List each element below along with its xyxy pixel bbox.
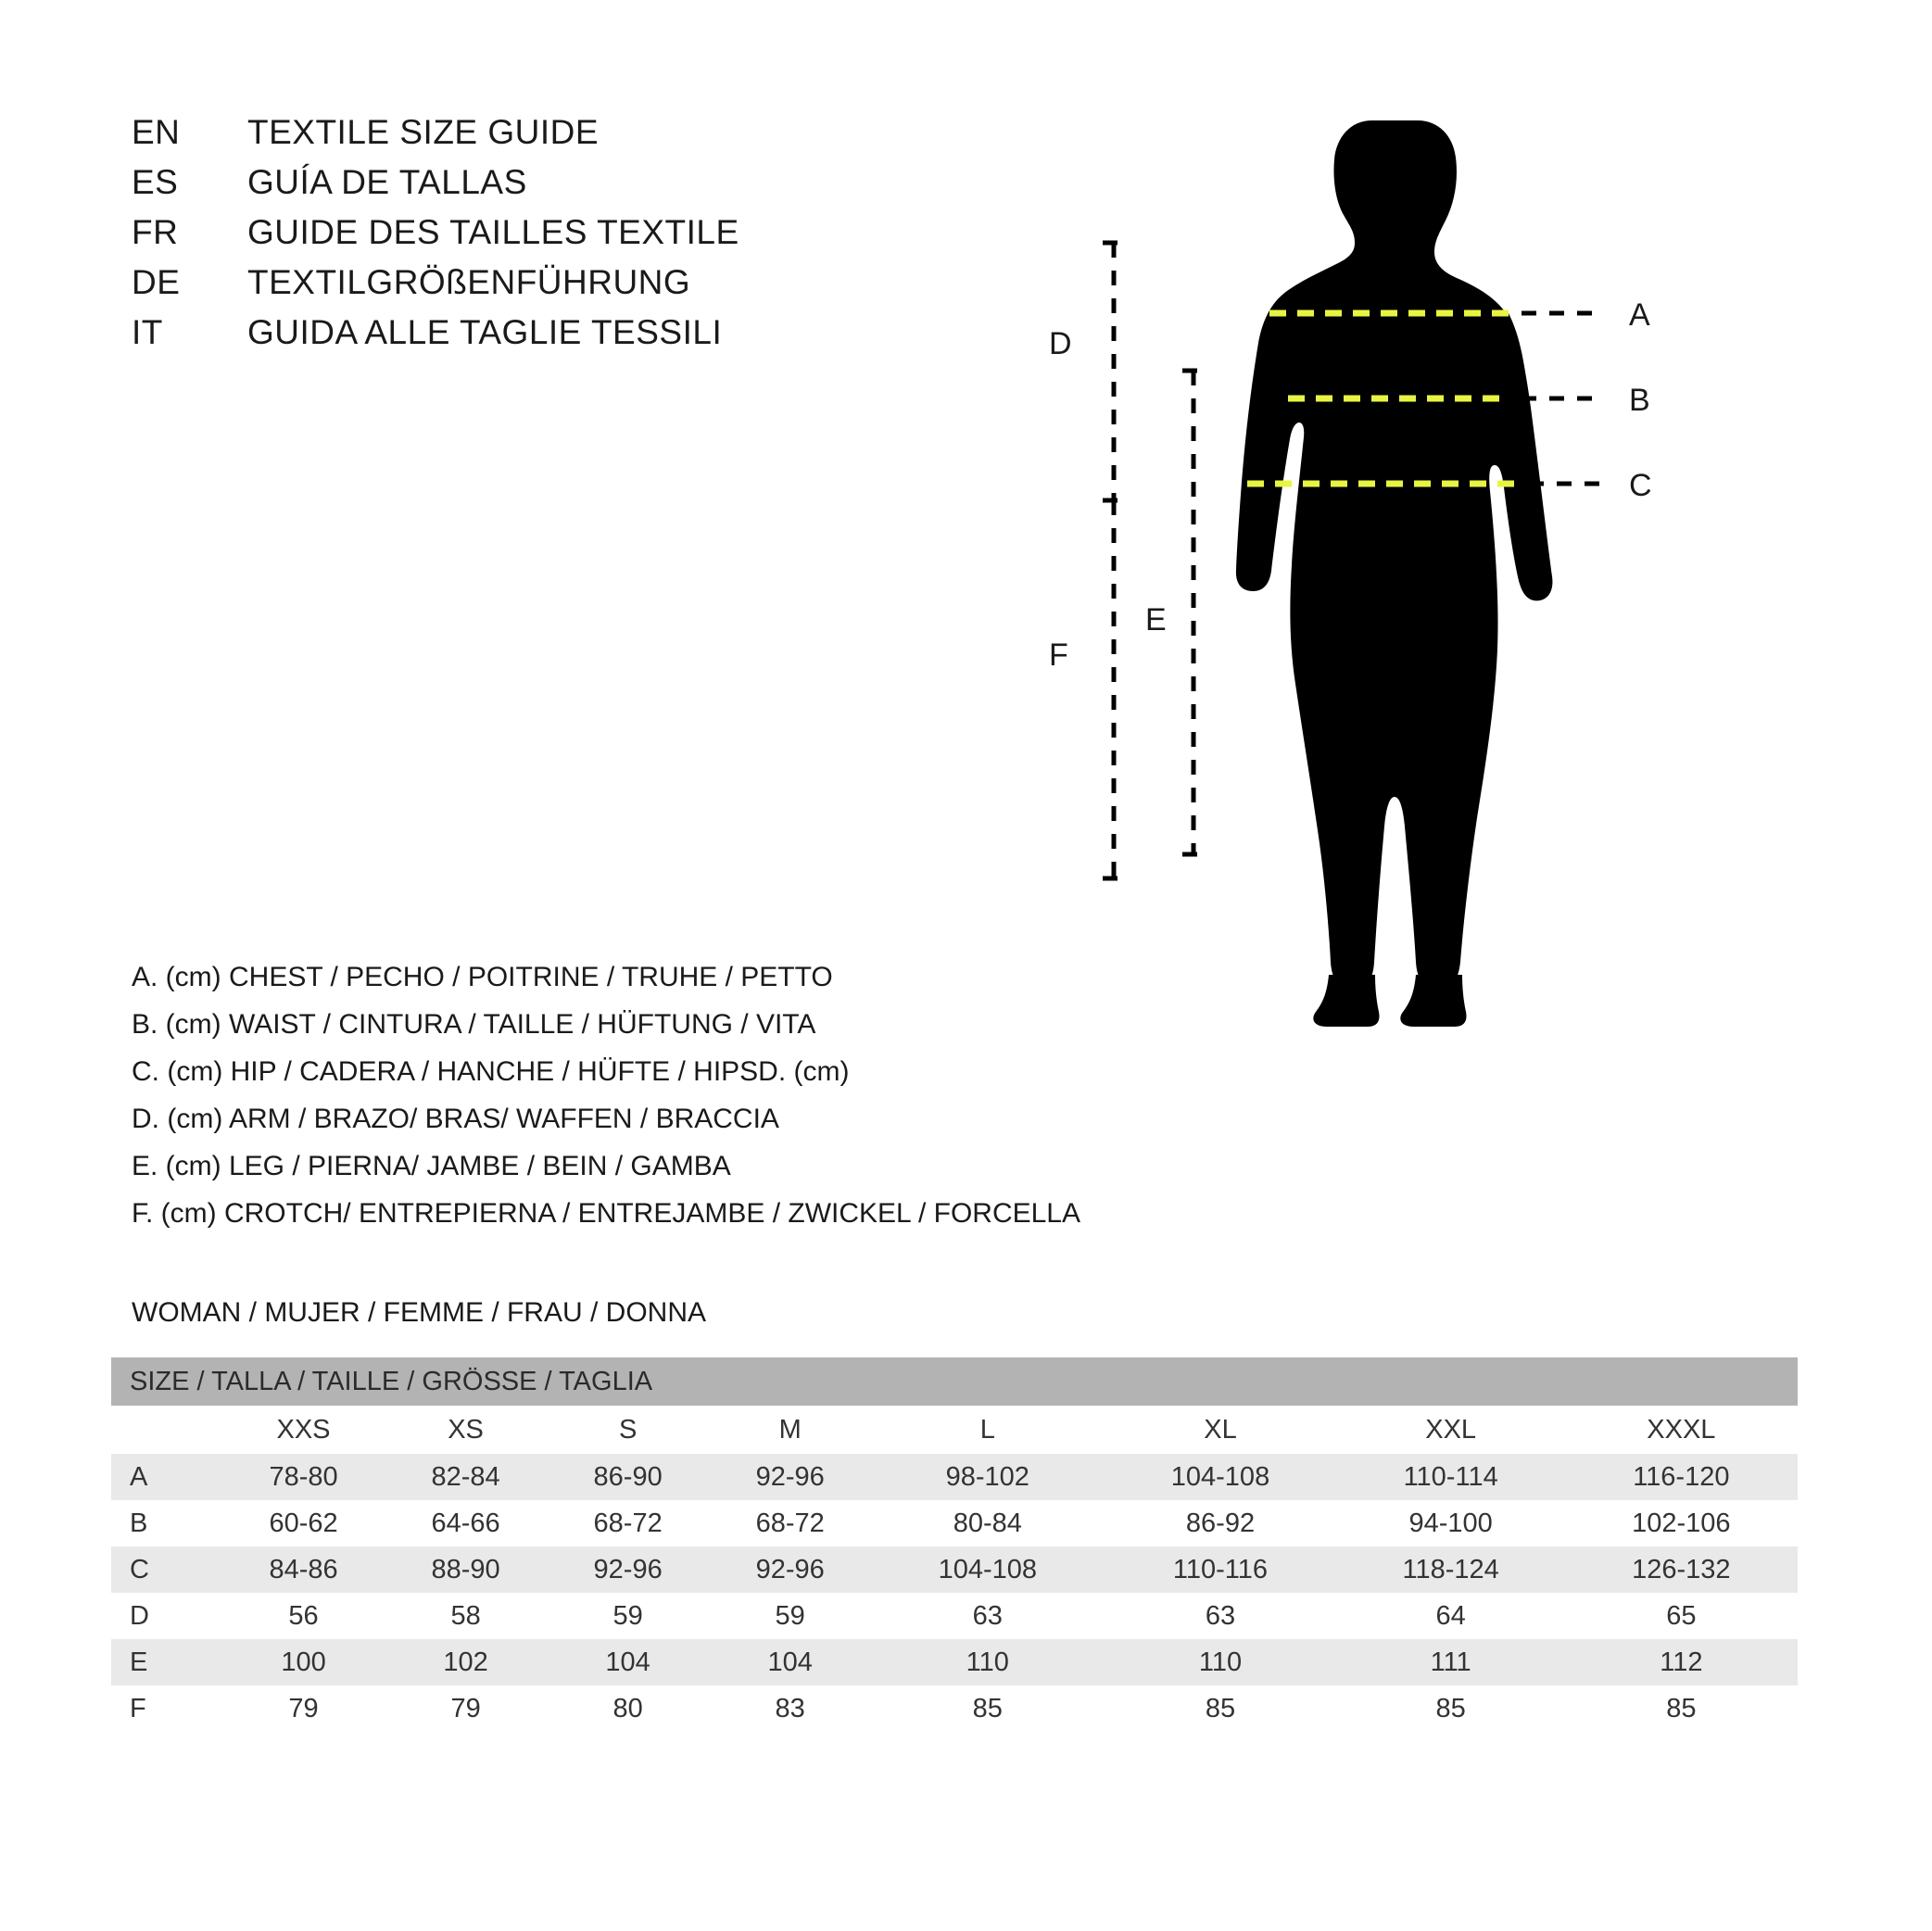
row-label: C	[111, 1546, 222, 1593]
table-cell: 78-80	[222, 1454, 385, 1500]
table-cell: 98-102	[871, 1454, 1104, 1500]
label-f: F	[1049, 637, 1068, 673]
title-text: GUIDA ALLE TAGLIE TESSILI	[247, 313, 723, 351]
table-cell: 88-90	[385, 1546, 547, 1593]
row-label: F	[111, 1685, 222, 1732]
table-cell: 86-92	[1104, 1500, 1336, 1546]
legend-item-c: C. (cm) HIP / CADERA / HANCHE / HÜFTE / HIPSD. (cm)	[132, 1056, 850, 1087]
table-cell: 86-90	[547, 1454, 709, 1500]
title-lang-code: IT	[132, 313, 163, 351]
column-header: XL	[1104, 1406, 1336, 1454]
table-cell: 80	[547, 1685, 709, 1732]
table-cell: 56	[222, 1593, 385, 1639]
table-cell: 58	[385, 1593, 547, 1639]
title-row	[132, 213, 966, 263]
table-cell: 64-66	[385, 1500, 547, 1546]
title-text: GUÍA DE TALLAS	[247, 163, 527, 201]
table-cell: 79	[222, 1685, 385, 1732]
table-cell: 112	[1565, 1639, 1798, 1685]
table-cell: 80-84	[871, 1500, 1104, 1546]
row-label: A	[111, 1454, 222, 1500]
table-cell: 85	[1337, 1685, 1565, 1732]
table-cell: 92-96	[709, 1454, 871, 1500]
table-cell: 100	[222, 1639, 385, 1685]
table-cell: 92-96	[709, 1546, 871, 1593]
legend-item-f: F. (cm) CROTCH/ ENTREPIERNA / ENTREJAMBE / ZWICKEL / FORCELLA	[132, 1198, 1080, 1229]
table-cell: 63	[1104, 1593, 1336, 1639]
column-header: XXS	[222, 1406, 385, 1454]
table-cell: 110-116	[1104, 1546, 1336, 1593]
title-lang-code: DE	[132, 263, 181, 301]
table-cell: 126-132	[1565, 1546, 1798, 1593]
title-row	[132, 263, 966, 313]
table-cell: 104	[547, 1639, 709, 1685]
table-cell: 82-84	[385, 1454, 547, 1500]
legend-item-e: E. (cm) LEG / PIERNA/ JAMBE / BEIN / GAMBA	[132, 1151, 731, 1181]
legend-item-b: B. (cm) WAIST / CINTURA / TAILLE / HÜFTUNG / VITA	[132, 1009, 816, 1040]
column-header: XXL	[1337, 1406, 1565, 1454]
title-block	[132, 113, 966, 363]
title-row	[132, 113, 966, 163]
table-column-row	[111, 1406, 1798, 1454]
title-text: TEXTILE SIZE GUIDE	[247, 113, 600, 151]
table-cell: 60-62	[222, 1500, 385, 1546]
table-corner-cell	[111, 1406, 222, 1454]
dimension-brackets	[1103, 243, 1205, 878]
table-cell: 59	[547, 1593, 709, 1639]
table-row	[111, 1593, 1798, 1639]
row-label: E	[111, 1639, 222, 1685]
column-header: XXXL	[1565, 1406, 1798, 1454]
table-row	[111, 1454, 1798, 1500]
table-cell: 104-108	[1104, 1454, 1336, 1500]
label-b: B	[1629, 383, 1650, 418]
group-caption: WOMAN / MUJER / FEMME / FRAU / DONNA	[132, 1297, 706, 1328]
table-cell: 85	[1565, 1685, 1798, 1732]
table-cell: 110	[871, 1639, 1104, 1685]
column-header: S	[547, 1406, 709, 1454]
label-c: C	[1629, 468, 1652, 503]
table-row	[111, 1639, 1798, 1685]
row-label: B	[111, 1500, 222, 1546]
column-header: M	[709, 1406, 871, 1454]
table-cell: 85	[1104, 1685, 1336, 1732]
table-row	[111, 1685, 1798, 1732]
table-cell: 94-100	[1337, 1500, 1565, 1546]
table-cell: 104	[709, 1639, 871, 1685]
table-header-row	[111, 1357, 1798, 1406]
table-cell: 110	[1104, 1639, 1336, 1685]
title-text: GUIDE DES TAILLES TEXTILE	[247, 213, 739, 251]
table-cell: 118-124	[1337, 1546, 1565, 1593]
table-cell: 102-106	[1565, 1500, 1798, 1546]
title-lang-code: EN	[132, 113, 181, 151]
row-label: D	[111, 1593, 222, 1639]
table-cell: 84-86	[222, 1546, 385, 1593]
table-header-label: SIZE / TALLA / TAILLE / GRÖSSE / TAGLIA	[111, 1357, 1798, 1406]
table-cell: 92-96	[547, 1546, 709, 1593]
label-d: D	[1049, 326, 1072, 361]
table-cell: 111	[1337, 1639, 1565, 1685]
table-row	[111, 1500, 1798, 1546]
title-lang-code: FR	[132, 213, 179, 251]
table-cell: 63	[871, 1593, 1104, 1639]
table-cell: 85	[871, 1685, 1104, 1732]
table-cell: 59	[709, 1593, 871, 1639]
table-cell: 64	[1337, 1593, 1565, 1639]
label-e: E	[1145, 602, 1167, 637]
size-table	[111, 1357, 1798, 1732]
title-row	[132, 313, 966, 363]
table-row	[111, 1546, 1798, 1593]
column-header: L	[871, 1406, 1104, 1454]
table-cell: 83	[709, 1685, 871, 1732]
legend-item-a: A. (cm) CHEST / PECHO / POITRINE / TRUHE / PETTO	[132, 962, 833, 992]
table-cell: 68-72	[547, 1500, 709, 1546]
label-a: A	[1629, 297, 1650, 333]
legend-block	[132, 964, 1244, 1247]
table-cell: 79	[385, 1685, 547, 1732]
column-header: XS	[385, 1406, 547, 1454]
title-row	[132, 163, 966, 213]
legend-item-d: D. (cm) ARM / BRAZO/ BRAS/ WAFFEN / BRACCIA	[132, 1104, 779, 1134]
table-cell: 65	[1565, 1593, 1798, 1639]
table-cell: 104-108	[871, 1546, 1104, 1593]
table-cell: 110-114	[1337, 1454, 1565, 1500]
female-silhouette-icon	[1236, 120, 1553, 1027]
title-text: TEXTILGRÖßENFÜHRUNG	[247, 263, 691, 301]
table-cell: 102	[385, 1639, 547, 1685]
table-cell: 68-72	[709, 1500, 871, 1546]
table-cell: 116-120	[1565, 1454, 1798, 1500]
title-lang-code: ES	[132, 163, 179, 201]
